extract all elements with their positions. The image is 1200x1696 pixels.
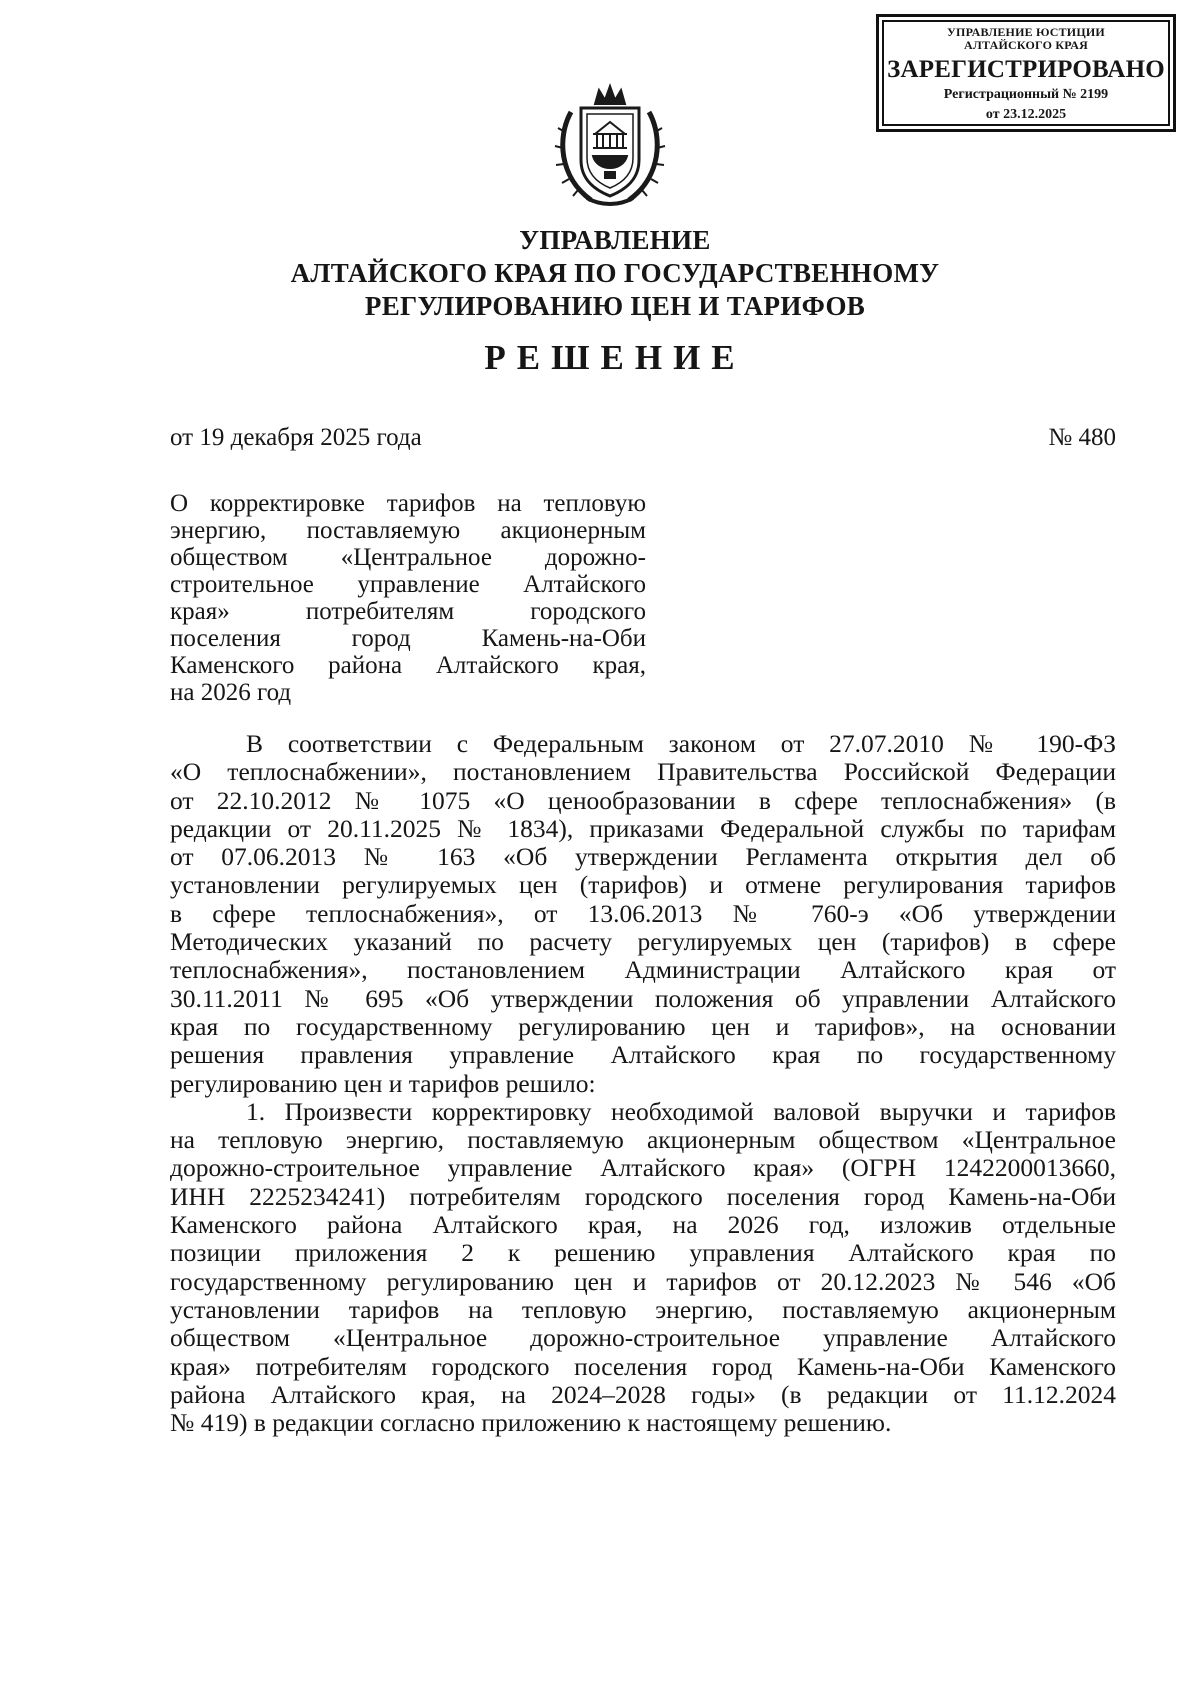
subject-line: строительное управление Алтайского xyxy=(170,571,646,598)
body-line: позиции приложения 2 к решению управления Алтайского края по xyxy=(170,1238,1116,1268)
registration-stamp xyxy=(876,14,1176,132)
body-line: теплоснабжения», постановлением Администрации Алтайского края от xyxy=(170,955,1116,985)
body-line: 30.11.2011 № 695 «Об утверждении положения об управлении Алтайского xyxy=(170,983,1116,1013)
stamp-status: ЗАРЕГИСТРИРОВАНО xyxy=(887,56,1165,84)
stamp-org-line2: АЛТАЙСКОГО КРАЯ xyxy=(964,37,1088,52)
body-line: установлении регулируемых цен (тарифов) и отмене регулирования тарифов xyxy=(170,870,1116,900)
body-line: «О теплоснабжении», постановлением Правительства Российской Федерации xyxy=(170,757,1116,787)
org-title-line2: АЛТАЙСКОГО КРАЯ ПО ГОСУДАРСТВЕННОМУ xyxy=(290,258,940,288)
document-date: от 19 декабря 2025 года xyxy=(170,424,422,451)
body-line: регулированию цен и тарифов решило: xyxy=(170,1068,596,1098)
document-type: РЕШЕНИЕ xyxy=(484,338,746,377)
body-line: В соответствии с Федеральным законом от 27.07.2010 № 190-ФЗ xyxy=(246,729,1116,758)
subject-line: края» потребителям городского xyxy=(170,598,646,625)
stamp-reg-date: от 23.12.2025 xyxy=(985,107,1067,123)
body-line: государственному регулированию цен и тарифов от 20.12.2023 № 546 «Об xyxy=(170,1266,1116,1296)
subject-line: энергию, поставляемую акционерным xyxy=(170,517,646,544)
registration-stamp-inner xyxy=(882,20,1170,126)
date-number-line xyxy=(170,424,1116,452)
body-line: края» потребителям городского поселения город Камень-на-Оби Каменского xyxy=(170,1351,1116,1381)
coat-of-arms-icon xyxy=(551,82,669,212)
stamp-reg-number: Регистрационный № 2199 xyxy=(943,87,1109,103)
organization-title xyxy=(0,224,1200,323)
body-line: решения правления управление Алтайского края по государственному xyxy=(170,1040,1116,1070)
body-line: редакции от 20.11.2025 № 1834), приказами Федеральной службы по тарифам xyxy=(170,813,1116,843)
subject-line: О корректировке тарифов на тепловую xyxy=(170,490,646,517)
body-line: Методических указаний по расчету регулируемых цен (тарифов) в сфере xyxy=(170,927,1116,957)
org-title-line3: РЕГУЛИРОВАНИЮ ЦЕН И ТАРИФОВ xyxy=(364,291,866,321)
body-line: района Алтайского края, на 2024–2028 годы» (в редакции от 11.12.2024 xyxy=(170,1379,1116,1409)
subject-line: Каменского района Алтайского края, xyxy=(170,652,646,679)
body-line: дорожно-строительное управление Алтайского края» (ОГРН 1242200013660, xyxy=(170,1153,1116,1183)
document-body xyxy=(170,730,1116,1437)
body-line: № 419) в редакции согласно приложению к настоящему решению. xyxy=(170,1408,892,1438)
document-number: № 480 xyxy=(1048,424,1116,451)
body-line: в сфере теплоснабжения», от 13.06.2013 № 760-э «Об утверждении xyxy=(170,898,1116,928)
body-line: ИНН 2225234241) потребителям городского поселения город Камень-на-Оби xyxy=(170,1181,1116,1211)
body-line: обществом «Центральное дорожно-строительное управление Алтайского xyxy=(170,1323,1116,1353)
body-line: Каменского района Алтайского края, на 2026 год, изложив отдельные xyxy=(170,1210,1116,1240)
body-line: края по государственному регулированию цен и тарифов», на основании xyxy=(170,1011,1116,1041)
body-line: установлении тарифов на тепловую энергию, поставляемую акционерным xyxy=(170,1294,1116,1324)
body-line: 1. Произвести корректировку необходимой валовой выручки и тарифов xyxy=(246,1096,1116,1126)
body-line: от 07.06.2013 № 163 «Об утверждении Регламента открытия дел об xyxy=(170,842,1116,872)
stamp-org-line1: УПРАВЛЕНИЕ ЮСТИЦИИ xyxy=(947,25,1105,39)
subject-line: поселения город Камень-на-Оби xyxy=(170,625,646,652)
document-subject xyxy=(170,490,646,706)
subject-line: обществом «Центральное дорожно- xyxy=(170,544,646,571)
body-line: от 22.10.2012 № 1075 «О ценообразовании в сфере теплоснабжения» (в xyxy=(170,785,1116,815)
body-line: на тепловую энергию, поставляемую акционерным обществом «Центральное xyxy=(170,1125,1116,1155)
subject-line: на 2026 год xyxy=(170,679,292,706)
org-title-line1: УПРАВЛЕНИЕ xyxy=(519,225,711,255)
